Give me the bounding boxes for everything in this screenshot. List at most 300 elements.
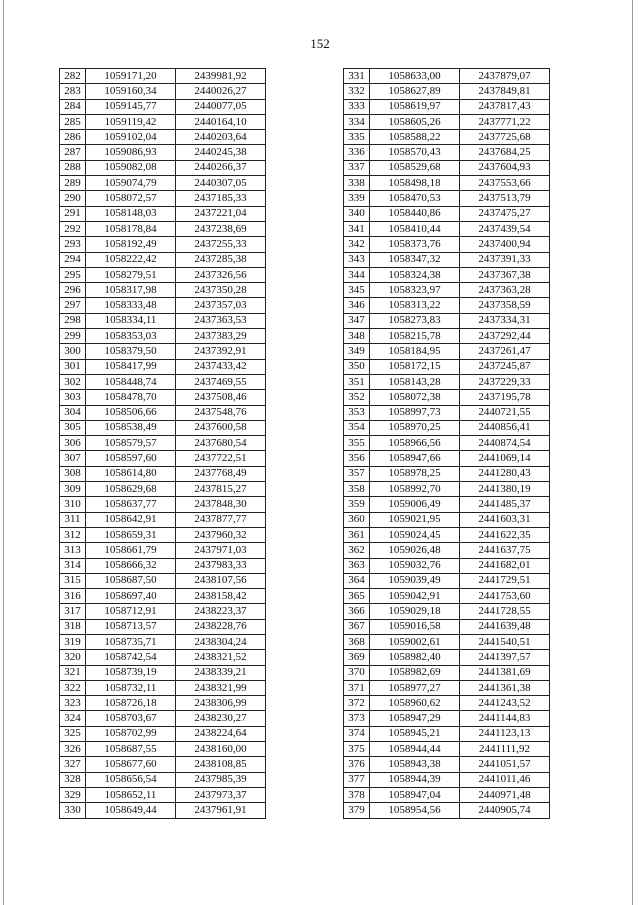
table-row [60, 558, 266, 573]
point-number-cell: 282 [60, 69, 86, 84]
point-number-cell: 363 [344, 558, 370, 573]
x-coordinate-cell: 1059145,77 [86, 99, 176, 114]
x-coordinate-cell: 1058947,66 [370, 451, 460, 466]
table-row [344, 451, 550, 466]
table-row [60, 405, 266, 420]
table-row [60, 757, 266, 772]
point-number-cell: 302 [60, 374, 86, 389]
y-coordinate-cell: 2440721,55 [460, 405, 550, 420]
point-number-cell: 304 [60, 405, 86, 420]
table-row [344, 436, 550, 451]
x-coordinate-cell: 1058279,51 [86, 267, 176, 282]
point-number-cell: 344 [344, 267, 370, 282]
point-number-cell: 328 [60, 772, 86, 787]
table-row [344, 69, 550, 84]
point-number-cell: 321 [60, 665, 86, 680]
x-coordinate-cell: 1058732,11 [86, 680, 176, 695]
point-number-cell: 368 [344, 634, 370, 649]
point-number-cell: 303 [60, 390, 86, 405]
point-number-cell: 285 [60, 114, 86, 129]
y-coordinate-cell: 2437363,28 [460, 283, 550, 298]
table-row [60, 803, 266, 818]
point-number-cell: 366 [344, 604, 370, 619]
table-row [344, 374, 550, 389]
y-coordinate-cell: 2437553,66 [460, 176, 550, 191]
point-number-cell: 346 [344, 298, 370, 313]
x-coordinate-cell: 1058597,60 [86, 451, 176, 466]
y-coordinate-cell: 2437983,33 [176, 558, 266, 573]
point-number-cell: 329 [60, 787, 86, 802]
x-coordinate-cell: 1059026,48 [370, 543, 460, 558]
table-row [60, 221, 266, 236]
point-number-cell: 378 [344, 787, 370, 802]
point-number-cell: 313 [60, 543, 86, 558]
y-coordinate-cell: 2440307,05 [176, 176, 266, 191]
point-number-cell: 351 [344, 374, 370, 389]
y-coordinate-cell: 2439981,92 [176, 69, 266, 84]
table-row [60, 451, 266, 466]
x-coordinate-cell: 1058178,84 [86, 221, 176, 236]
y-coordinate-cell: 2437392,91 [176, 344, 266, 359]
point-number-cell: 298 [60, 313, 86, 328]
point-number-cell: 357 [344, 466, 370, 481]
point-number-cell: 317 [60, 604, 86, 619]
table-row [344, 390, 550, 405]
point-number-cell: 340 [344, 206, 370, 221]
x-coordinate-cell: 1058184,95 [370, 344, 460, 359]
table-row [344, 527, 550, 542]
point-number-cell: 337 [344, 160, 370, 175]
y-coordinate-cell: 2441485,37 [460, 497, 550, 512]
y-coordinate-cell: 2437433,42 [176, 359, 266, 374]
point-number-cell: 375 [344, 742, 370, 757]
y-coordinate-cell: 2441011,46 [460, 772, 550, 787]
x-coordinate-cell: 1058215,78 [370, 329, 460, 344]
y-coordinate-cell: 2441753,60 [460, 589, 550, 604]
x-coordinate-cell: 1058379,50 [86, 344, 176, 359]
x-coordinate-cell: 1058649,44 [86, 803, 176, 818]
point-number-cell: 350 [344, 359, 370, 374]
table-row [344, 114, 550, 129]
point-number-cell: 330 [60, 803, 86, 818]
table-row [344, 543, 550, 558]
x-coordinate-cell: 1058945,21 [370, 726, 460, 741]
x-coordinate-cell: 1058661,79 [86, 543, 176, 558]
table-row [344, 160, 550, 175]
point-number-cell: 369 [344, 650, 370, 665]
x-coordinate-cell: 1058966,56 [370, 436, 460, 451]
coordinates-table-right [343, 68, 550, 819]
table-row [60, 726, 266, 741]
x-coordinate-cell: 1058977,27 [370, 680, 460, 695]
table-row [60, 344, 266, 359]
x-coordinate-cell: 1058666,32 [86, 558, 176, 573]
y-coordinate-cell: 2437877,77 [176, 512, 266, 527]
table-row [344, 772, 550, 787]
table-row [60, 114, 266, 129]
table-row [344, 237, 550, 252]
point-number-cell: 338 [344, 176, 370, 191]
table-row [344, 665, 550, 680]
x-coordinate-cell: 1058982,69 [370, 665, 460, 680]
x-coordinate-cell: 1058656,54 [86, 772, 176, 787]
y-coordinate-cell: 2438304,24 [176, 634, 266, 649]
y-coordinate-cell: 2437439,54 [460, 221, 550, 236]
table-row [344, 130, 550, 145]
table-row [344, 482, 550, 497]
table-row [60, 176, 266, 191]
x-coordinate-cell: 1058143,28 [370, 374, 460, 389]
x-coordinate-cell: 1058333,48 [86, 298, 176, 313]
y-coordinate-cell: 2440026,27 [176, 84, 266, 99]
table-row [344, 405, 550, 420]
coordinates-table-left [59, 68, 266, 819]
y-coordinate-cell: 2441069,14 [460, 451, 550, 466]
point-number-cell: 336 [344, 145, 370, 160]
point-number-cell: 284 [60, 99, 86, 114]
point-number-cell: 349 [344, 344, 370, 359]
y-coordinate-cell: 2437971,03 [176, 543, 266, 558]
point-number-cell: 362 [344, 543, 370, 558]
point-number-cell: 334 [344, 114, 370, 129]
point-number-cell: 305 [60, 420, 86, 435]
x-coordinate-cell: 1058978,25 [370, 466, 460, 481]
x-coordinate-cell: 1058448,74 [86, 374, 176, 389]
point-number-cell: 320 [60, 650, 86, 665]
x-coordinate-cell: 1058417,99 [86, 359, 176, 374]
y-coordinate-cell: 2437848,30 [176, 497, 266, 512]
y-coordinate-cell: 2437185,33 [176, 191, 266, 206]
x-coordinate-cell: 1059102,04 [86, 130, 176, 145]
y-coordinate-cell: 2437350,28 [176, 283, 266, 298]
y-coordinate-cell: 2438228,76 [176, 619, 266, 634]
table-row [60, 267, 266, 282]
x-coordinate-cell: 1058997,73 [370, 405, 460, 420]
y-coordinate-cell: 2440245,38 [176, 145, 266, 160]
table-row [60, 145, 266, 160]
table-row [60, 482, 266, 497]
y-coordinate-cell: 2441051,57 [460, 757, 550, 772]
y-coordinate-cell: 2437221,04 [176, 206, 266, 221]
y-coordinate-cell: 2437985,39 [176, 772, 266, 787]
y-coordinate-cell: 2438224,64 [176, 726, 266, 741]
point-number-cell: 331 [344, 69, 370, 84]
table-row [344, 589, 550, 604]
y-coordinate-cell: 2437879,07 [460, 69, 550, 84]
table-row [344, 329, 550, 344]
table-row [60, 99, 266, 114]
y-coordinate-cell: 2437195,78 [460, 390, 550, 405]
x-coordinate-cell: 1058373,76 [370, 237, 460, 252]
point-number-cell: 335 [344, 130, 370, 145]
table-row [60, 313, 266, 328]
x-coordinate-cell: 1058353,03 [86, 329, 176, 344]
point-number-cell: 289 [60, 176, 86, 191]
point-number-cell: 377 [344, 772, 370, 787]
point-number-cell: 318 [60, 619, 86, 634]
table-row [344, 742, 550, 757]
x-coordinate-cell: 1059082,08 [86, 160, 176, 175]
table-row [60, 650, 266, 665]
table-row [344, 512, 550, 527]
table-row [344, 619, 550, 634]
point-number-cell: 343 [344, 252, 370, 267]
y-coordinate-cell: 2437513,79 [460, 191, 550, 206]
table-row [344, 803, 550, 818]
point-number-cell: 306 [60, 436, 86, 451]
y-coordinate-cell: 2437771,22 [460, 114, 550, 129]
x-coordinate-cell: 1058192,49 [86, 237, 176, 252]
point-number-cell: 373 [344, 711, 370, 726]
table-row [344, 252, 550, 267]
point-number-cell: 324 [60, 711, 86, 726]
point-number-cell: 297 [60, 298, 86, 313]
point-number-cell: 301 [60, 359, 86, 374]
y-coordinate-cell: 2438160,00 [176, 742, 266, 757]
point-number-cell: 379 [344, 803, 370, 818]
y-coordinate-cell: 2437508,46 [176, 390, 266, 405]
point-number-cell: 376 [344, 757, 370, 772]
point-number-cell: 310 [60, 497, 86, 512]
point-number-cell: 300 [60, 344, 86, 359]
table-row [60, 787, 266, 802]
point-number-cell: 307 [60, 451, 86, 466]
x-coordinate-cell: 1058072,57 [86, 191, 176, 206]
table-row [60, 543, 266, 558]
point-number-cell: 316 [60, 589, 86, 604]
x-coordinate-cell: 1058735,71 [86, 634, 176, 649]
x-coordinate-cell: 1058619,97 [370, 99, 460, 114]
scan-edge-left [3, 0, 4, 905]
y-coordinate-cell: 2441144,83 [460, 711, 550, 726]
table-row [344, 420, 550, 435]
point-number-cell: 322 [60, 680, 86, 695]
y-coordinate-cell: 2437261,47 [460, 344, 550, 359]
x-coordinate-cell: 1058498,18 [370, 176, 460, 191]
x-coordinate-cell: 1058570,43 [370, 145, 460, 160]
point-number-cell: 353 [344, 405, 370, 420]
y-coordinate-cell: 2437849,81 [460, 84, 550, 99]
y-coordinate-cell: 2437684,25 [460, 145, 550, 160]
table-row [344, 359, 550, 374]
point-number-cell: 367 [344, 619, 370, 634]
y-coordinate-cell: 2440856,41 [460, 420, 550, 435]
table-row [60, 84, 266, 99]
y-coordinate-cell: 2437475,27 [460, 206, 550, 221]
y-coordinate-cell: 2437469,55 [176, 374, 266, 389]
table-row [60, 298, 266, 313]
x-coordinate-cell: 1058148,03 [86, 206, 176, 221]
x-coordinate-cell: 1058687,50 [86, 573, 176, 588]
table-row [60, 589, 266, 604]
point-number-cell: 370 [344, 665, 370, 680]
table-row [344, 680, 550, 695]
point-number-cell: 356 [344, 451, 370, 466]
y-coordinate-cell: 2437383,29 [176, 329, 266, 344]
x-coordinate-cell: 1058687,55 [86, 742, 176, 757]
table-row [60, 283, 266, 298]
point-number-cell: 283 [60, 84, 86, 99]
x-coordinate-cell: 1059074,79 [86, 176, 176, 191]
table-row [344, 497, 550, 512]
x-coordinate-cell: 1058642,91 [86, 512, 176, 527]
table-row [344, 267, 550, 282]
x-coordinate-cell: 1058506,66 [86, 405, 176, 420]
table-row [344, 573, 550, 588]
y-coordinate-cell: 2437363,53 [176, 313, 266, 328]
table-row [60, 696, 266, 711]
point-number-cell: 327 [60, 757, 86, 772]
y-coordinate-cell: 2437334,31 [460, 313, 550, 328]
table-row [60, 680, 266, 695]
x-coordinate-cell: 1058992,70 [370, 482, 460, 497]
x-coordinate-cell: 1058538,49 [86, 420, 176, 435]
point-number-cell: 293 [60, 237, 86, 252]
y-coordinate-cell: 2437973,37 [176, 787, 266, 802]
y-coordinate-cell: 2437326,56 [176, 267, 266, 282]
table-row [344, 634, 550, 649]
x-coordinate-cell: 1059032,76 [370, 558, 460, 573]
point-number-cell: 361 [344, 527, 370, 542]
point-number-cell: 299 [60, 329, 86, 344]
table-row [344, 757, 550, 772]
point-number-cell: 364 [344, 573, 370, 588]
y-coordinate-cell: 2438158,42 [176, 589, 266, 604]
y-coordinate-cell: 2438306,99 [176, 696, 266, 711]
y-coordinate-cell: 2437255,33 [176, 237, 266, 252]
point-number-cell: 292 [60, 221, 86, 236]
table-row [60, 390, 266, 405]
y-coordinate-cell: 2438108,85 [176, 757, 266, 772]
point-number-cell: 290 [60, 191, 86, 206]
y-coordinate-cell: 2437400,94 [460, 237, 550, 252]
x-coordinate-cell: 1059006,49 [370, 497, 460, 512]
y-coordinate-cell: 2437245,87 [460, 359, 550, 374]
point-number-cell: 355 [344, 436, 370, 451]
y-coordinate-cell: 2438339,21 [176, 665, 266, 680]
x-coordinate-cell: 1058703,67 [86, 711, 176, 726]
y-coordinate-cell: 2438230,27 [176, 711, 266, 726]
x-coordinate-cell: 1058334,11 [86, 313, 176, 328]
x-coordinate-cell: 1058529,68 [370, 160, 460, 175]
point-number-cell: 287 [60, 145, 86, 160]
y-coordinate-cell: 2437604,93 [460, 160, 550, 175]
point-number-cell: 295 [60, 267, 86, 282]
y-coordinate-cell: 2441380,19 [460, 482, 550, 497]
x-coordinate-cell: 1058677,60 [86, 757, 176, 772]
y-coordinate-cell: 2437292,44 [460, 329, 550, 344]
point-number-cell: 347 [344, 313, 370, 328]
x-coordinate-cell: 1058440,86 [370, 206, 460, 221]
x-coordinate-cell: 1058713,57 [86, 619, 176, 634]
x-coordinate-cell: 1058944,44 [370, 742, 460, 757]
y-coordinate-cell: 2441728,55 [460, 604, 550, 619]
x-coordinate-cell: 1059171,20 [86, 69, 176, 84]
x-coordinate-cell: 1058317,98 [86, 283, 176, 298]
table-row [344, 787, 550, 802]
table-row [60, 237, 266, 252]
x-coordinate-cell: 1058947,29 [370, 711, 460, 726]
y-coordinate-cell: 2441361,38 [460, 680, 550, 695]
x-coordinate-cell: 1058943,38 [370, 757, 460, 772]
table-row [344, 145, 550, 160]
table-row [60, 634, 266, 649]
point-number-cell: 352 [344, 390, 370, 405]
table-row [60, 374, 266, 389]
table-row [344, 176, 550, 191]
table-row [344, 558, 550, 573]
y-coordinate-cell: 2437357,03 [176, 298, 266, 313]
x-coordinate-cell: 1058697,40 [86, 589, 176, 604]
y-coordinate-cell: 2441639,48 [460, 619, 550, 634]
table-row [344, 466, 550, 481]
x-coordinate-cell: 1058702,99 [86, 726, 176, 741]
table-row [60, 191, 266, 206]
point-number-cell: 325 [60, 726, 86, 741]
x-coordinate-cell: 1058323,97 [370, 283, 460, 298]
point-number-cell: 314 [60, 558, 86, 573]
y-coordinate-cell: 2438321,99 [176, 680, 266, 695]
point-number-cell: 296 [60, 283, 86, 298]
y-coordinate-cell: 2441243,52 [460, 696, 550, 711]
x-coordinate-cell: 1058947,04 [370, 787, 460, 802]
table-row [60, 329, 266, 344]
x-coordinate-cell: 1059039,49 [370, 573, 460, 588]
y-coordinate-cell: 2441682,01 [460, 558, 550, 573]
table-row [60, 359, 266, 374]
y-coordinate-cell: 2437238,69 [176, 221, 266, 236]
x-coordinate-cell: 1058614,80 [86, 466, 176, 481]
y-coordinate-cell: 2440077,05 [176, 99, 266, 114]
point-number-cell: 348 [344, 329, 370, 344]
x-coordinate-cell: 1058324,38 [370, 267, 460, 282]
y-coordinate-cell: 2441397,57 [460, 650, 550, 665]
point-number-cell: 372 [344, 696, 370, 711]
x-coordinate-cell: 1059024,45 [370, 527, 460, 542]
table-row [60, 665, 266, 680]
point-number-cell: 311 [60, 512, 86, 527]
x-coordinate-cell: 1059119,42 [86, 114, 176, 129]
point-number-cell: 358 [344, 482, 370, 497]
x-coordinate-cell: 1058273,83 [370, 313, 460, 328]
table-row [60, 512, 266, 527]
table-row [344, 206, 550, 221]
point-number-cell: 308 [60, 466, 86, 481]
point-number-cell: 326 [60, 742, 86, 757]
x-coordinate-cell: 1058954,56 [370, 803, 460, 818]
y-coordinate-cell: 2441280,43 [460, 466, 550, 481]
x-coordinate-cell: 1058637,77 [86, 497, 176, 512]
y-coordinate-cell: 2437815,27 [176, 482, 266, 497]
x-coordinate-cell: 1058313,22 [370, 298, 460, 313]
x-coordinate-cell: 1058659,31 [86, 527, 176, 542]
y-coordinate-cell: 2437548,76 [176, 405, 266, 420]
point-number-cell: 374 [344, 726, 370, 741]
point-number-cell: 354 [344, 420, 370, 435]
table-row [60, 497, 266, 512]
point-number-cell: 360 [344, 512, 370, 527]
y-coordinate-cell: 2441540,51 [460, 634, 550, 649]
x-coordinate-cell: 1058982,40 [370, 650, 460, 665]
y-coordinate-cell: 2441111,92 [460, 742, 550, 757]
point-number-cell: 319 [60, 634, 86, 649]
table-row [344, 313, 550, 328]
point-number-cell: 371 [344, 680, 370, 695]
table-row [60, 160, 266, 175]
table-row [344, 726, 550, 741]
x-coordinate-cell: 1058605,26 [370, 114, 460, 129]
y-coordinate-cell: 2437391,33 [460, 252, 550, 267]
